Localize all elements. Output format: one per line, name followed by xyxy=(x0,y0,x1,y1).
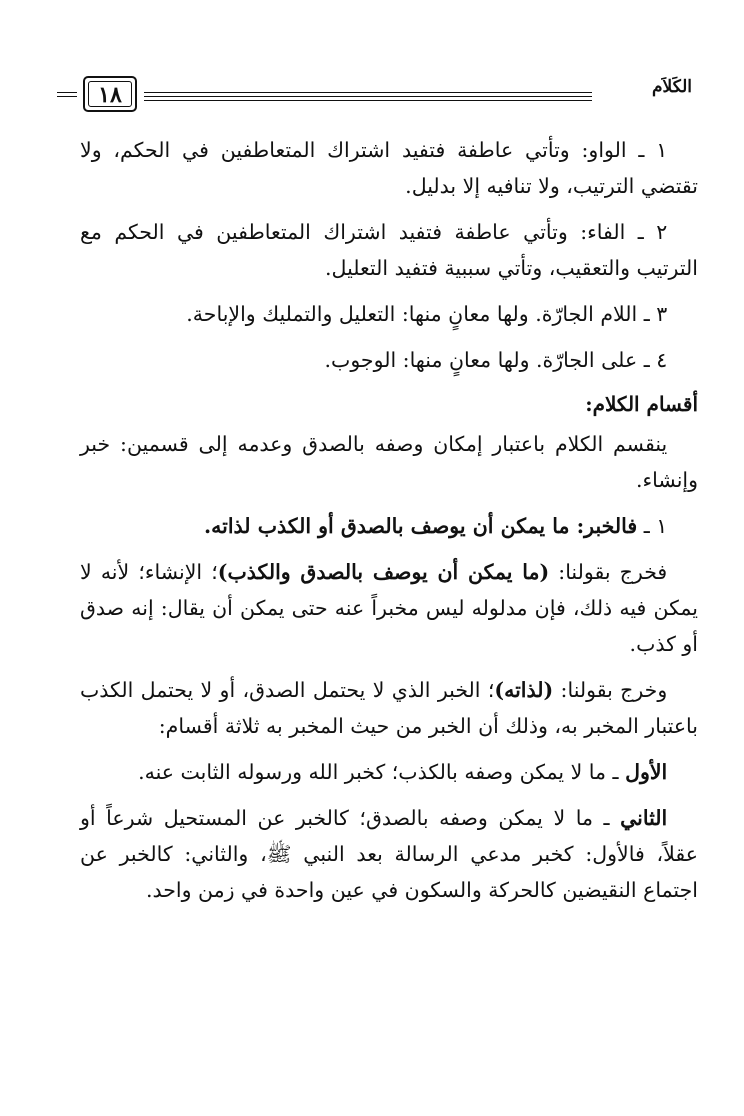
paragraph-text: وخرج بقولنا: xyxy=(553,678,668,702)
ordinal-label: الأول xyxy=(625,760,668,784)
header-rule xyxy=(144,100,592,101)
section-heading: أقسام الكلام: xyxy=(585,392,698,416)
quoted-phrase: (ما يمكن أن يوصف بالصدق والكذب) xyxy=(217,560,550,584)
running-header xyxy=(40,76,692,116)
list-item: ١ ـ الواو: وتأتي عاطفة فتفيد اشتراك المتعاطفين في الحكم، ولا تقتضي الترتيب، ولا تنافيه إلا بدليل. xyxy=(80,138,698,198)
ordinal-label: الثاني xyxy=(620,806,668,830)
paragraph xyxy=(80,754,698,790)
page-number: ١٨ xyxy=(98,82,122,108)
quoted-phrase: (لذاته) xyxy=(494,678,554,702)
paragraph xyxy=(80,800,698,908)
list-item: ٣ ـ اللام الجارّة. ولها معانٍ منها: التعليل والتمليك والإباحة. xyxy=(186,302,668,326)
paragraph-text: فخرج بقولنا: xyxy=(549,560,668,584)
definition-number: ١ ـ xyxy=(637,514,668,538)
chapter-title: الكَلاَم xyxy=(652,77,692,97)
khabar-definition xyxy=(80,508,698,544)
header-rule xyxy=(144,92,592,93)
header-rule xyxy=(57,92,77,93)
header-rule xyxy=(57,96,77,97)
paragraph xyxy=(80,672,698,744)
header-rule xyxy=(144,96,592,97)
paragraph-text: ؛ الإنشاء؛ لأنه لا يمكن فيه ذلك، فإن مدلوله ليس مخبراً عنه حتى يمكن أن يقال: إنه صدق أو كذب. xyxy=(80,560,698,656)
paragraph xyxy=(80,554,698,662)
intro-paragraph: ينقسم الكلام باعتبار إمكان وصفه بالصدق وعدمه إلى قسمين: خبر وإنشاء. xyxy=(80,432,698,492)
list-item: ٢ ـ الفاء: وتأتي عاطفة فتفيد اشتراك المتعاطفين في الحكم مع الترتيب والتعقيب، وتأتي سببية فتفيد التعليل. xyxy=(80,220,698,280)
page-number-frame xyxy=(83,76,137,112)
page-body xyxy=(80,132,698,918)
definition-text: فالخبر: ما يمكن أن يوصف بالصدق أو الكذب لذاته. xyxy=(204,514,638,538)
paragraph-text: ـ ما لا يمكن وصفه بالكذب؛ كخبر الله ورسوله الثابت عنه. xyxy=(138,760,626,784)
list-item: ٤ ـ على الجارّة. ولها معانٍ منها: الوجوب. xyxy=(324,348,668,372)
paragraph-text: ؛ الخبر الذي لا يحتمل الصدق، أو لا يحتمل الكذب باعتبار المخبر به، وذلك أن الخبر من حيث المخبر به ثلاثة أقسام: xyxy=(80,678,698,738)
paragraph-text: ـ ما لا يمكن وصفه بالصدق؛ كالخبر عن المستحيل شرعاً أو عقلاً، فالأول: كخبر مدعي الرسالة بعد النبي ﷺ، والثاني: كالخبر عن اجتماع النقيضين كالحركة والسكون في عين واحدة في زمن واحد. xyxy=(80,806,698,902)
